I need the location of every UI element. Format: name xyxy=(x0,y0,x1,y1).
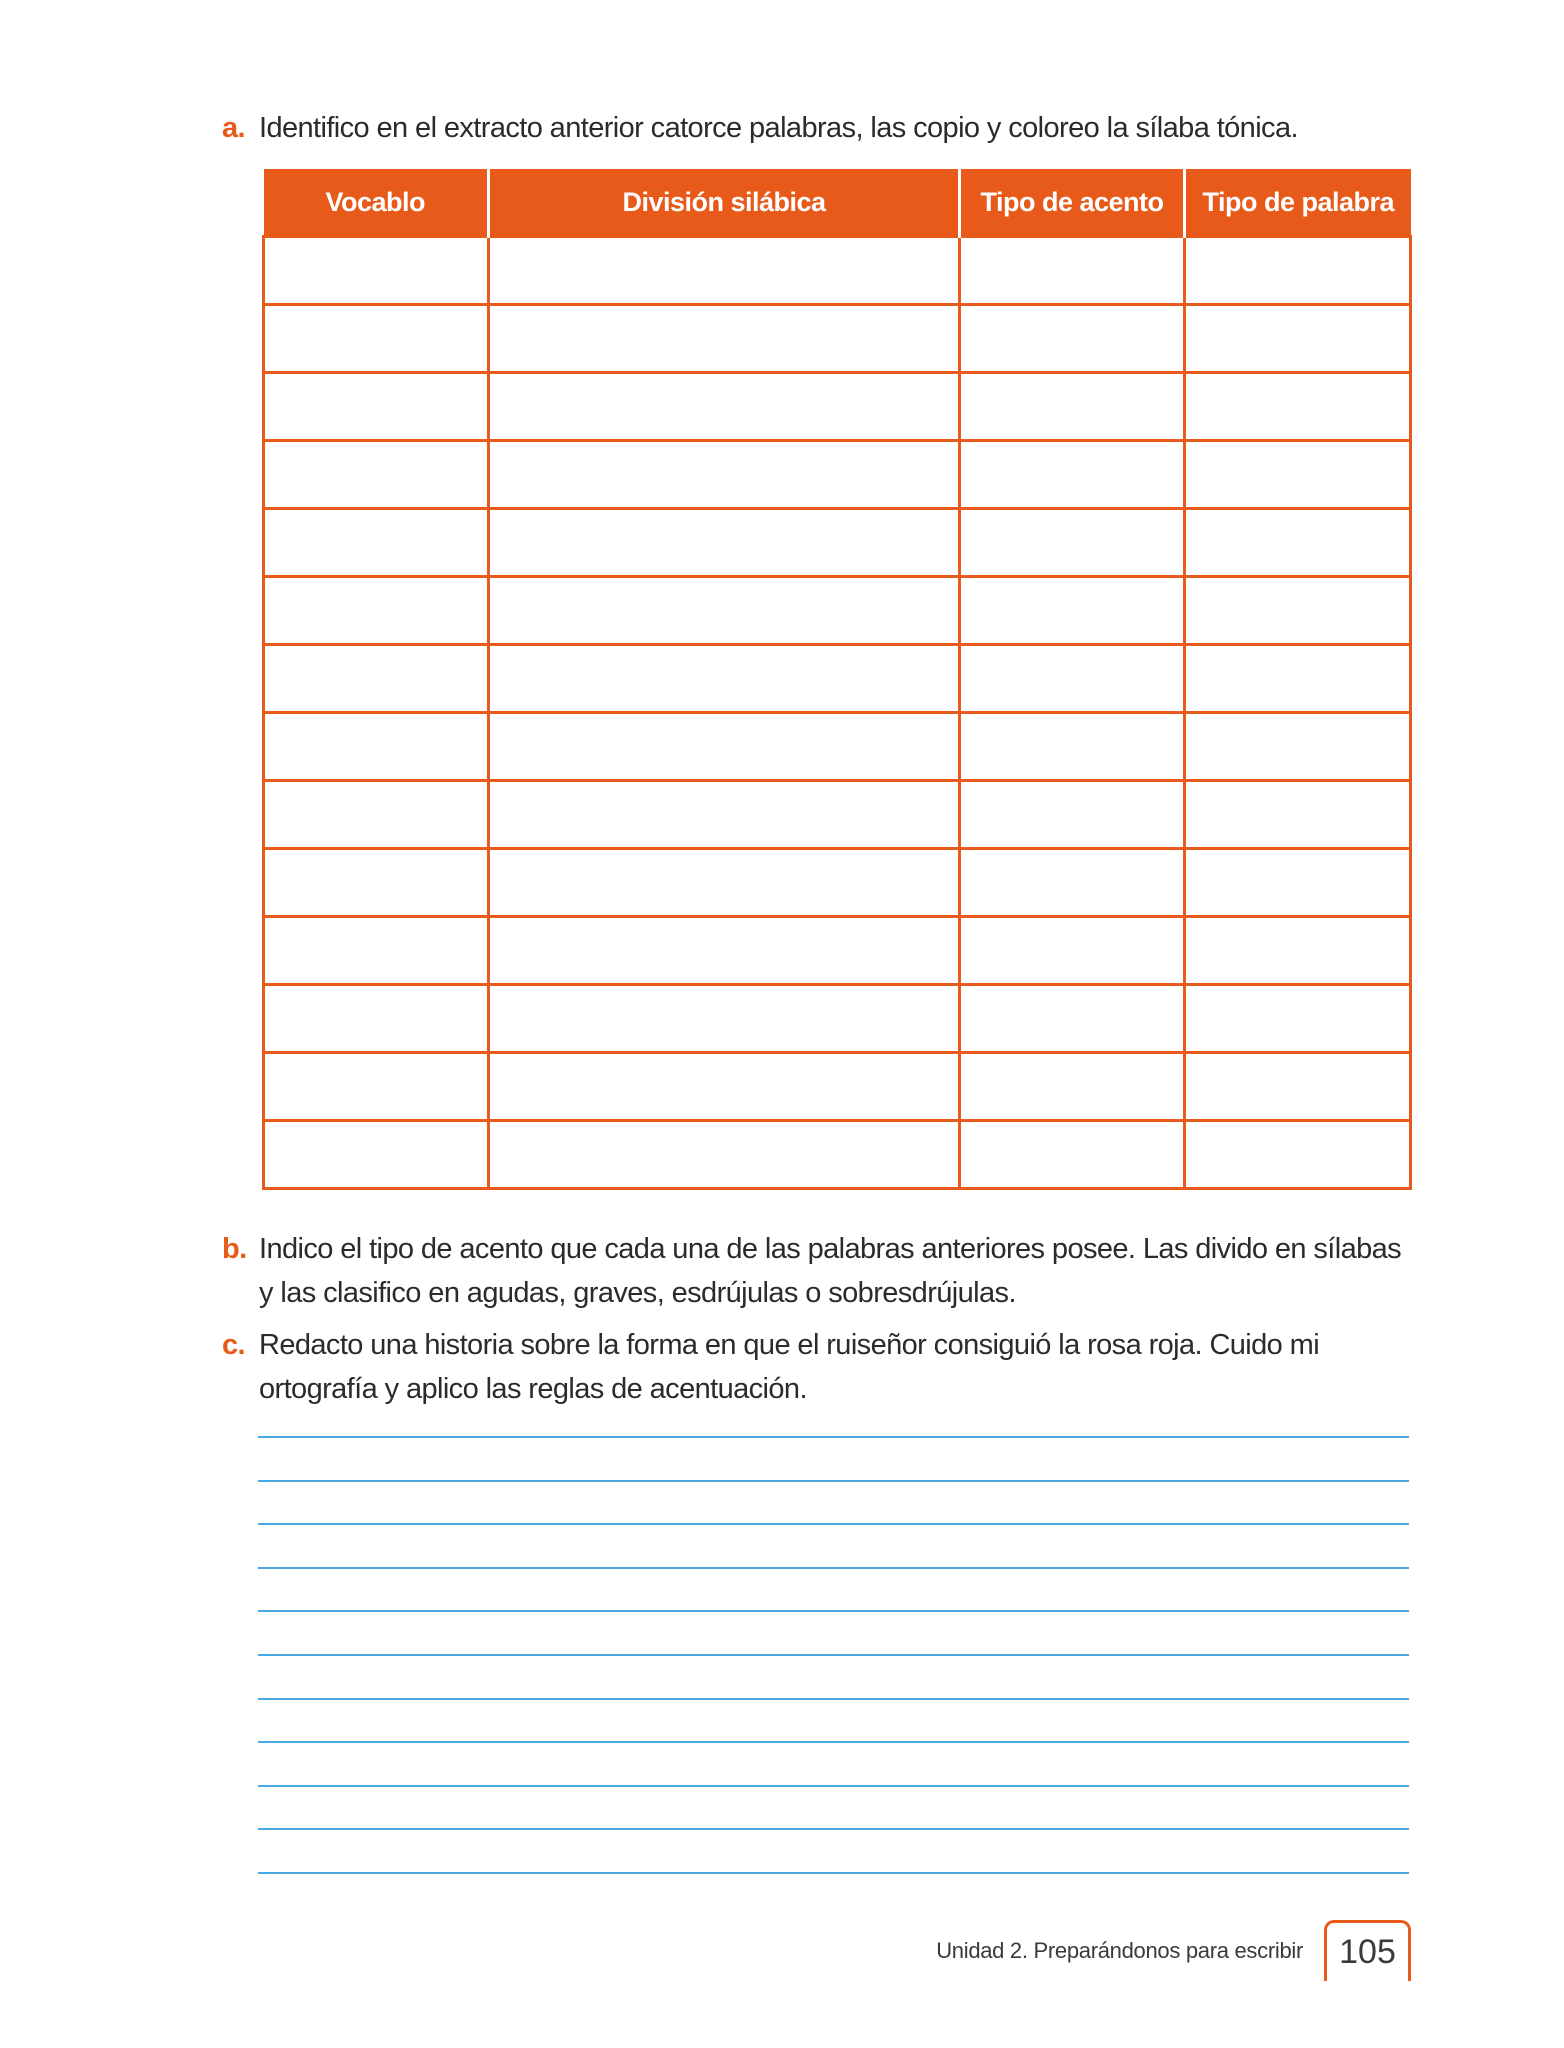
table-cell[interactable] xyxy=(489,849,960,917)
table-cell[interactable] xyxy=(1185,781,1411,849)
table-cell[interactable] xyxy=(489,781,960,849)
table-row xyxy=(264,577,1411,645)
table-row xyxy=(264,713,1411,781)
table-cell[interactable] xyxy=(960,509,1185,577)
table-cell[interactable] xyxy=(489,305,960,373)
table-cell[interactable] xyxy=(489,577,960,645)
writing-line[interactable] xyxy=(258,1872,1409,1874)
table-row xyxy=(264,645,1411,713)
table-cell[interactable] xyxy=(489,373,960,441)
header-division-silabica: División silábica xyxy=(489,169,960,237)
writing-line[interactable] xyxy=(258,1610,1409,1612)
table-row xyxy=(264,849,1411,917)
table-cell[interactable] xyxy=(489,1053,960,1121)
table-row xyxy=(264,305,1411,373)
table-cell[interactable] xyxy=(960,713,1185,781)
question-label: a. xyxy=(222,112,245,144)
table-row xyxy=(264,1121,1411,1189)
writing-line[interactable] xyxy=(258,1436,1409,1438)
header-tipo-acento: Tipo de acento xyxy=(960,169,1185,237)
writing-line[interactable] xyxy=(258,1741,1409,1743)
table-cell[interactable] xyxy=(960,441,1185,509)
writing-line[interactable] xyxy=(258,1785,1409,1787)
table-cell[interactable] xyxy=(960,237,1185,305)
table-cell[interactable] xyxy=(1185,713,1411,781)
table-cell[interactable] xyxy=(489,509,960,577)
table-cell[interactable] xyxy=(264,237,489,305)
table-cell[interactable] xyxy=(1185,985,1411,1053)
table-cell[interactable] xyxy=(1185,305,1411,373)
table-cell[interactable] xyxy=(489,237,960,305)
table-cell[interactable] xyxy=(960,849,1185,917)
table-cell[interactable] xyxy=(1185,1121,1411,1189)
table-cell[interactable] xyxy=(264,849,489,917)
table-cell[interactable] xyxy=(264,373,489,441)
writing-line[interactable] xyxy=(258,1480,1409,1482)
table-cell[interactable] xyxy=(264,1053,489,1121)
header-tipo-palabra: Tipo de palabra xyxy=(1185,169,1411,237)
table-cell[interactable] xyxy=(264,713,489,781)
table-row xyxy=(264,985,1411,1053)
table-row xyxy=(264,441,1411,509)
writing-line[interactable] xyxy=(258,1567,1409,1569)
header-vocablo: Vocablo xyxy=(264,169,489,237)
table-cell[interactable] xyxy=(960,305,1185,373)
table-cell[interactable] xyxy=(1185,1053,1411,1121)
table-cell[interactable] xyxy=(960,1121,1185,1189)
table-cell[interactable] xyxy=(489,713,960,781)
table-cell[interactable] xyxy=(1185,441,1411,509)
table-row xyxy=(264,1053,1411,1121)
table-cell[interactable] xyxy=(960,577,1185,645)
table-cell[interactable] xyxy=(489,917,960,985)
table-cell[interactable] xyxy=(489,985,960,1053)
footer-unit: Unidad 2. Preparándonos para escribir xyxy=(936,1938,1303,1963)
table-cell[interactable] xyxy=(264,917,489,985)
table-cell[interactable] xyxy=(264,305,489,373)
table-cell[interactable] xyxy=(960,985,1185,1053)
table-cell[interactable] xyxy=(1185,645,1411,713)
table-cell[interactable] xyxy=(1185,917,1411,985)
table-cell[interactable] xyxy=(489,441,960,509)
table-row xyxy=(264,781,1411,849)
question-a xyxy=(222,106,1298,150)
table-cell[interactable] xyxy=(1185,509,1411,577)
table-cell[interactable] xyxy=(489,645,960,713)
question-b xyxy=(222,1227,1402,1309)
table-cell[interactable] xyxy=(264,577,489,645)
table-cell[interactable] xyxy=(264,781,489,849)
table-row xyxy=(264,237,1411,305)
writing-line[interactable] xyxy=(258,1523,1409,1525)
table-cell[interactable] xyxy=(960,645,1185,713)
table-cell[interactable] xyxy=(264,509,489,577)
writing-line[interactable] xyxy=(258,1828,1409,1830)
question-text: Identifico en el extracto anterior catorce palabras, las copio y coloreo la sílaba tónica. xyxy=(259,112,1298,144)
writing-line[interactable] xyxy=(258,1654,1409,1656)
question-label: b. xyxy=(222,1233,247,1265)
page-number: 105 xyxy=(1324,1920,1411,1981)
table-cell[interactable] xyxy=(960,917,1185,985)
question-text: Redacto una historia sobre la forma en que el ruiseñor consiguió la rosa roja. Cuido mi ortografía y aplico las reglas de acentuación. xyxy=(259,1329,1320,1405)
table-row xyxy=(264,373,1411,441)
table-cell[interactable] xyxy=(1185,577,1411,645)
vocabulary-table xyxy=(262,169,1412,1190)
question-label: c. xyxy=(222,1329,245,1361)
writing-line[interactable] xyxy=(258,1698,1409,1700)
question-text: Indico el tipo de acento que cada una de las palabras anteriores posee. Las divido en sílabas y las clasifico en agudas, graves, esdrújulas o sobresdrújulas. xyxy=(259,1233,1402,1309)
table-cell[interactable] xyxy=(1185,373,1411,441)
table-cell[interactable] xyxy=(264,985,489,1053)
question-c xyxy=(222,1323,1320,1405)
table-row xyxy=(264,917,1411,985)
table-cell[interactable] xyxy=(960,1053,1185,1121)
table-cell[interactable] xyxy=(489,1121,960,1189)
table-cell[interactable] xyxy=(264,645,489,713)
table-cell[interactable] xyxy=(960,373,1185,441)
table-cell[interactable] xyxy=(264,441,489,509)
table-cell[interactable] xyxy=(1185,237,1411,305)
table-row xyxy=(264,509,1411,577)
table-cell[interactable] xyxy=(264,1121,489,1189)
table-cell[interactable] xyxy=(960,781,1185,849)
table-cell[interactable] xyxy=(1185,849,1411,917)
